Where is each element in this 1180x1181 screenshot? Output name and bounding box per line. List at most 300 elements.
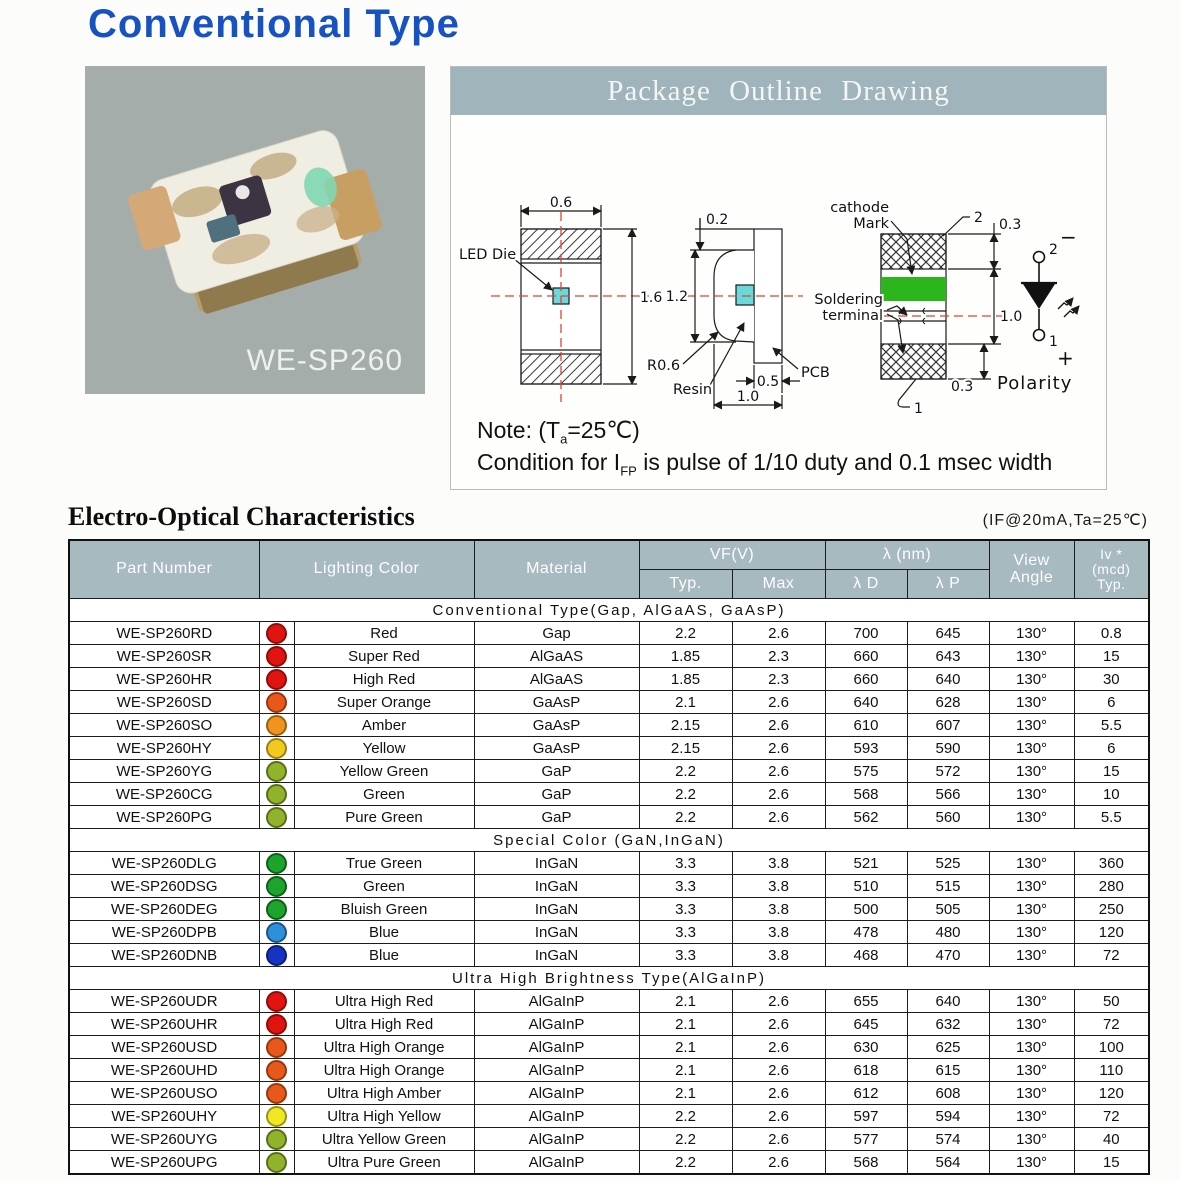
vf-typ-cell: 2.1 [639,990,732,1013]
part-number-cell: WE-SP260HY [69,737,259,760]
col-header-view-angle: View Angle [989,540,1074,599]
lighting-color-cell: Bluish Green [294,898,474,921]
part-number-cell: WE-SP260SR [69,645,259,668]
rear-dim-mid: 1.0 [1000,309,1023,325]
lighting-color-cell: Ultra Yellow Green [294,1128,474,1151]
view-angle-cell: 130° [989,760,1074,783]
color-dot-cell [259,898,294,921]
product-photo [85,66,425,394]
view-angle-cell: 130° [989,1036,1074,1059]
note-line-2: Condition for $I_{FP}$ is pulse of 1/10 duty and 0.1 msec width [477,449,1053,480]
color-dot-cell [259,1105,294,1128]
iv-cell: 250 [1074,898,1149,921]
vf-max-cell: 3.8 [732,898,825,921]
view-angle-cell: 130° [989,1105,1074,1128]
vf-max-cell: 3.8 [732,921,825,944]
eo-characteristics-table [68,539,1150,1175]
lambda-d-cell: 510 [825,875,907,898]
lighting-color-cell: Ultra Pure Green [294,1151,474,1175]
table-row [69,622,1149,645]
material-cell: AlGaInP [474,1013,639,1036]
view-angle-cell: 130° [989,622,1074,645]
lambda-p-cell: 590 [907,737,989,760]
lambda-p-cell: 560 [907,806,989,829]
material-cell: Gap [474,622,639,645]
col-header-lambda-d: λ D [825,570,907,599]
table-row [69,783,1149,806]
view-angle-cell: 130° [989,668,1074,691]
table-row [69,1082,1149,1105]
vf-typ-cell: 2.2 [639,806,732,829]
part-number-cell: WE-SP260DSG [69,875,259,898]
vf-typ-cell: 1.85 [639,668,732,691]
color-dot-cell [259,1151,294,1175]
iv-cell: 120 [1074,1082,1149,1105]
view-angle-cell: 130° [989,990,1074,1013]
part-number-cell: WE-SP260SD [69,691,259,714]
vf-max-cell: 2.3 [732,645,825,668]
rear-pin2-label: 2 [974,210,983,226]
red-led-color-dot-icon [266,623,287,644]
table-row [69,1036,1149,1059]
color-dot-cell [259,714,294,737]
col-header-lambda-p: λ P [907,570,989,599]
outline-panel-header: Package Outline Drawing [451,67,1106,115]
vf-typ-cell: 2.1 [639,1013,732,1036]
color-dot-cell [259,1059,294,1082]
green-led-color-dot-icon [266,853,287,874]
vf-max-cell: 2.6 [732,990,825,1013]
iv-cell: 6 [1074,737,1149,760]
vf-typ-cell: 2.1 [639,1082,732,1105]
table-row [69,852,1149,875]
lambda-p-cell: 608 [907,1082,989,1105]
lambda-p-cell: 572 [907,760,989,783]
side-dim-top: 0.2 [706,212,729,228]
polarity-label: Polarity [997,373,1073,394]
vf-typ-cell: 1.85 [639,645,732,668]
view-angle-cell: 130° [989,852,1074,875]
front-view [491,205,649,402]
part-number-cell: WE-SP260UPG [69,1151,259,1175]
vf-typ-cell: 3.3 [639,944,732,967]
side-dim-depth: 1.0 [736,389,760,405]
lighting-color-cell: Super Orange [294,691,474,714]
vf-typ-cell: 2.2 [639,622,732,645]
material-cell: InGaN [474,898,639,921]
vf-typ-cell: 2.1 [639,1059,732,1082]
vf-max-cell: 2.6 [732,737,825,760]
polarity-symbol [1021,252,1079,341]
view-angle-cell: 130° [989,921,1074,944]
lambda-d-cell: 575 [825,760,907,783]
part-number-cell: WE-SP260UHD [69,1059,259,1082]
vf-typ-cell: 3.3 [639,852,732,875]
part-number-cell: WE-SP260UYG [69,1128,259,1151]
material-cell: InGaN [474,875,639,898]
orangered-led-color-dot-icon [266,1037,287,1058]
table-row [69,898,1149,921]
green-led-color-dot-icon [266,899,287,920]
vf-typ-cell: 2.2 [639,783,732,806]
vf-max-cell: 2.3 [732,668,825,691]
vf-max-cell: 2.6 [732,622,825,645]
table-row [69,806,1149,829]
lambda-p-cell: 480 [907,921,989,944]
part-number-cell: WE-SP260DNB [69,944,259,967]
table-row [69,714,1149,737]
pcb-label: PCB [801,365,830,381]
front-dim-height: 1.6 [640,290,663,306]
table-row [69,760,1149,783]
iv-cell: 0.8 [1074,622,1149,645]
vf-typ-cell: 2.15 [639,714,732,737]
lambda-p-cell: 632 [907,1013,989,1036]
package-outline-panel [450,66,1107,490]
view-angle-cell: 130° [989,944,1074,967]
col-header-lighting-color: Lighting Color [259,540,474,599]
lambda-d-cell: 568 [825,1151,907,1175]
view-angle-cell: 130° [989,783,1074,806]
part-number-cell: WE-SP260DEG [69,898,259,921]
iv-cell: 15 [1074,760,1149,783]
rear-dim-bottom: 0.3 [951,379,974,395]
material-cell: AlGaAS [474,645,639,668]
view-angle-cell: 130° [989,1013,1074,1036]
color-dot-cell [259,1128,294,1151]
part-number-cell: WE-SP260DPB [69,921,259,944]
lemon-led-color-dot-icon [266,1106,287,1127]
note-block [451,414,1106,481]
iv-cell: 30 [1074,668,1149,691]
material-cell: GaAsP [474,737,639,760]
table-section-title: Conventional Type(Gap, AlGaAS, GaAsP) [69,599,1149,622]
lambda-d-cell: 562 [825,806,907,829]
iv-cell: 15 [1074,1151,1149,1175]
part-number-cell: WE-SP260RD [69,622,259,645]
iv-cell: 280 [1074,875,1149,898]
part-number-cell: WE-SP260DLG [69,852,259,875]
iv-cell: 360 [1074,852,1149,875]
red-led-color-dot-icon [266,646,287,667]
vf-typ-cell: 2.1 [639,691,732,714]
material-cell: GaP [474,760,639,783]
color-dot-cell [259,783,294,806]
col-header-vf-max: Max [732,570,825,599]
orangered-led-color-dot-icon [266,692,287,713]
part-number-cell: WE-SP260UHY [69,1105,259,1128]
material-cell: GaP [474,783,639,806]
iv-cell: 6 [1074,691,1149,714]
iv-cell: 5.5 [1074,806,1149,829]
table-row [69,1151,1149,1175]
package-outline-drawing [451,117,1106,414]
olive-led-color-dot-icon [266,807,287,828]
eo-heading-row [68,502,1148,532]
lambda-d-cell: 597 [825,1105,907,1128]
lambda-d-cell: 630 [825,1036,907,1059]
col-header-iv: Iv * (mcd) Typ. [1074,540,1149,599]
col-header-vf-typ: Typ. [639,570,732,599]
vf-max-cell: 2.6 [732,760,825,783]
vf-max-cell: 3.8 [732,944,825,967]
lambda-p-cell: 628 [907,691,989,714]
lambda-p-cell: 470 [907,944,989,967]
lambda-p-cell: 566 [907,783,989,806]
iv-cell: 110 [1074,1059,1149,1082]
material-cell: AlGaInP [474,990,639,1013]
material-cell: GaAsP [474,714,639,737]
page-title: Conventional Type [88,2,460,46]
lighting-color-cell: Yellow Green [294,760,474,783]
iv-cell: 120 [1074,921,1149,944]
lighting-color-cell: Ultra High Amber [294,1082,474,1105]
side-dim-pcb-width: 0.5 [756,374,780,390]
led-die-label: LED Die [459,247,517,263]
lighting-color-cell: Red [294,622,474,645]
material-cell: AlGaInP [474,1128,639,1151]
lighting-color-cell: True Green [294,852,474,875]
soldering-terminal-label-2: terminal [822,308,883,324]
material-cell: AlGaInP [474,1151,639,1175]
lambda-d-cell: 640 [825,691,907,714]
vf-max-cell: 2.6 [732,783,825,806]
lambda-d-cell: 645 [825,1013,907,1036]
vf-max-cell: 2.6 [732,1151,825,1175]
note-line-1: Note: $(T_a=25℃)$ [477,417,640,447]
part-number-cell: WE-SP260USO [69,1082,259,1105]
vf-max-cell: 2.6 [732,1059,825,1082]
material-cell: InGaN [474,921,639,944]
lambda-d-cell: 612 [825,1082,907,1105]
table-row [69,1128,1149,1151]
soldering-terminal-label-1: Soldering [814,292,883,308]
vf-max-cell: 2.6 [732,1128,825,1151]
lambda-p-cell: 594 [907,1105,989,1128]
table-section-title: Special Color (GaN,InGaN) [69,829,1149,852]
lambda-d-cell: 618 [825,1059,907,1082]
part-number-cell: WE-SP260USD [69,1036,259,1059]
red-led-color-dot-icon [266,1014,287,1035]
cathode-mark-label-1: cathode [830,200,889,216]
vf-max-cell: 2.6 [732,1105,825,1128]
view-angle-cell: 130° [989,1128,1074,1151]
iv-cell: 10 [1074,783,1149,806]
part-number-cell: WE-SP260SO [69,714,259,737]
view-angle-cell: 130° [989,1059,1074,1082]
table-row [69,921,1149,944]
lambda-d-cell: 660 [825,645,907,668]
material-cell: AlGaAS [474,668,639,691]
table-row [69,668,1149,691]
lambda-p-cell: 640 [907,668,989,691]
view-angle-cell: 130° [989,645,1074,668]
lighting-color-cell: Ultra High Yellow [294,1105,474,1128]
view-angle-cell: 130° [989,898,1074,921]
col-header-vf: VF(V) [639,540,825,570]
color-dot-cell [259,760,294,783]
view-angle-cell: 130° [989,1082,1074,1105]
lighting-color-cell: Pure Green [294,806,474,829]
model-label: WE-SP260 [246,344,403,377]
lighting-color-cell: Green [294,783,474,806]
part-number-cell: WE-SP260YG [69,760,259,783]
lambda-p-cell: 525 [907,852,989,875]
table-row [69,990,1149,1013]
lighting-color-cell: Ultra High Orange [294,1059,474,1082]
olive-led-color-dot-icon [266,1152,287,1173]
table-row [69,944,1149,967]
table-row [69,645,1149,668]
iv-cell: 15 [1074,645,1149,668]
lighting-color-cell: Blue [294,944,474,967]
red-led-color-dot-icon [266,669,287,690]
iv-cell: 50 [1074,990,1149,1013]
color-dot-cell [259,852,294,875]
color-dot-cell [259,921,294,944]
lambda-p-cell: 515 [907,875,989,898]
lambda-p-cell: 645 [907,622,989,645]
material-cell: InGaN [474,944,639,967]
color-dot-cell [259,875,294,898]
vf-typ-cell: 3.3 [639,921,732,944]
lambda-d-cell: 660 [825,668,907,691]
vf-max-cell: 3.8 [732,852,825,875]
part-number-cell: WE-SP260CG [69,783,259,806]
table-row [69,691,1149,714]
lambda-d-cell: 521 [825,852,907,875]
vf-typ-cell: 2.1 [639,1036,732,1059]
side-dim-height: 1.2 [665,289,688,305]
part-number-cell: WE-SP260UHR [69,1013,259,1036]
minus-sign: − [1060,225,1077,249]
olive-led-color-dot-icon [266,784,287,805]
rear-pin1-label: 1 [914,401,923,414]
darkblue-led-color-dot-icon [266,945,287,966]
col-header-material: Material [474,540,639,599]
table-row [69,875,1149,898]
lambda-p-cell: 615 [907,1059,989,1082]
lambda-d-cell: 500 [825,898,907,921]
color-dot-cell [259,1036,294,1059]
lighting-color-cell: Ultra High Red [294,1013,474,1036]
lambda-d-cell: 593 [825,737,907,760]
view-angle-cell: 130° [989,691,1074,714]
vf-max-cell: 2.6 [732,1082,825,1105]
polarity-pin1: 1 [1049,334,1058,350]
rear-dim-top: 0.3 [999,217,1022,233]
lambda-d-cell: 468 [825,944,907,967]
color-dot-cell [259,668,294,691]
amber-led-color-dot-icon [266,715,287,736]
vf-max-cell: 2.6 [732,714,825,737]
resin-label: Resin [673,382,713,398]
color-dot-cell [259,806,294,829]
color-dot-cell [259,1013,294,1036]
iv-cell: 72 [1074,1105,1149,1128]
vf-typ-cell: 3.3 [639,898,732,921]
lambda-d-cell: 568 [825,783,907,806]
eo-test-condition: (IF@20mA,Ta=25℃) [982,512,1148,529]
vf-typ-cell: 2.15 [639,737,732,760]
olive-led-color-dot-icon [266,761,287,782]
view-angle-cell: 130° [989,737,1074,760]
view-angle-cell: 130° [989,875,1074,898]
color-dot-cell [259,737,294,760]
front-dim-width: 0.6 [549,195,573,211]
plus-sign: + [1057,346,1074,370]
material-cell: GaP [474,806,639,829]
table-row [69,1059,1149,1082]
col-header-lambda: λ (nm) [825,540,989,570]
radius-label: R0.6 [647,358,681,374]
lambda-d-cell: 478 [825,921,907,944]
vf-max-cell: 2.6 [732,806,825,829]
material-cell: InGaN [474,852,639,875]
material-cell: AlGaInP [474,1105,639,1128]
gold-led-color-dot-icon [266,738,287,759]
lambda-p-cell: 574 [907,1128,989,1151]
lambda-d-cell: 610 [825,714,907,737]
vf-max-cell: 2.6 [732,1013,825,1036]
orangered-led-color-dot-icon [266,1060,287,1081]
material-cell: AlGaInP [474,1036,639,1059]
lighting-color-cell: Super Red [294,645,474,668]
table-section-row [69,599,1149,622]
color-dot-cell [259,622,294,645]
lighting-color-cell: High Red [294,668,474,691]
lighting-color-cell: Ultra High Orange [294,1036,474,1059]
cathode-mark-label-2: Mark [853,216,889,232]
lightblue-led-color-dot-icon [266,922,287,943]
orangered-led-color-dot-icon [266,1083,287,1104]
table-row [69,1105,1149,1128]
view-angle-cell: 130° [989,1151,1074,1175]
green-led-color-dot-icon [266,876,287,897]
material-cell: AlGaInP [474,1082,639,1105]
vf-typ-cell: 2.2 [639,1105,732,1128]
lambda-p-cell: 607 [907,714,989,737]
lambda-p-cell: 640 [907,990,989,1013]
color-dot-cell [259,691,294,714]
part-number-cell: WE-SP260UDR [69,990,259,1013]
view-angle-cell: 130° [989,714,1074,737]
part-number-cell: WE-SP260PG [69,806,259,829]
lighting-color-cell: Green [294,875,474,898]
red-led-color-dot-icon [266,991,287,1012]
polarity-pin2: 2 [1049,242,1058,258]
eo-table-body [69,599,1149,1175]
lighting-color-cell: Yellow [294,737,474,760]
lambda-d-cell: 700 [825,622,907,645]
vf-max-cell: 3.8 [732,875,825,898]
iv-cell: 40 [1074,1128,1149,1151]
side-view [683,218,803,409]
table-row [69,737,1149,760]
vf-typ-cell: 2.2 [639,1128,732,1151]
lambda-p-cell: 564 [907,1151,989,1175]
color-dot-cell [259,1082,294,1105]
lambda-d-cell: 577 [825,1128,907,1151]
vf-typ-cell: 3.3 [639,875,732,898]
lighting-color-cell: Amber [294,714,474,737]
lambda-d-cell: 655 [825,990,907,1013]
vf-max-cell: 2.6 [732,1036,825,1059]
olive-led-color-dot-icon [266,1129,287,1150]
vf-typ-cell: 2.2 [639,1151,732,1175]
lighting-color-cell: Ultra High Red [294,990,474,1013]
color-dot-cell [259,645,294,668]
